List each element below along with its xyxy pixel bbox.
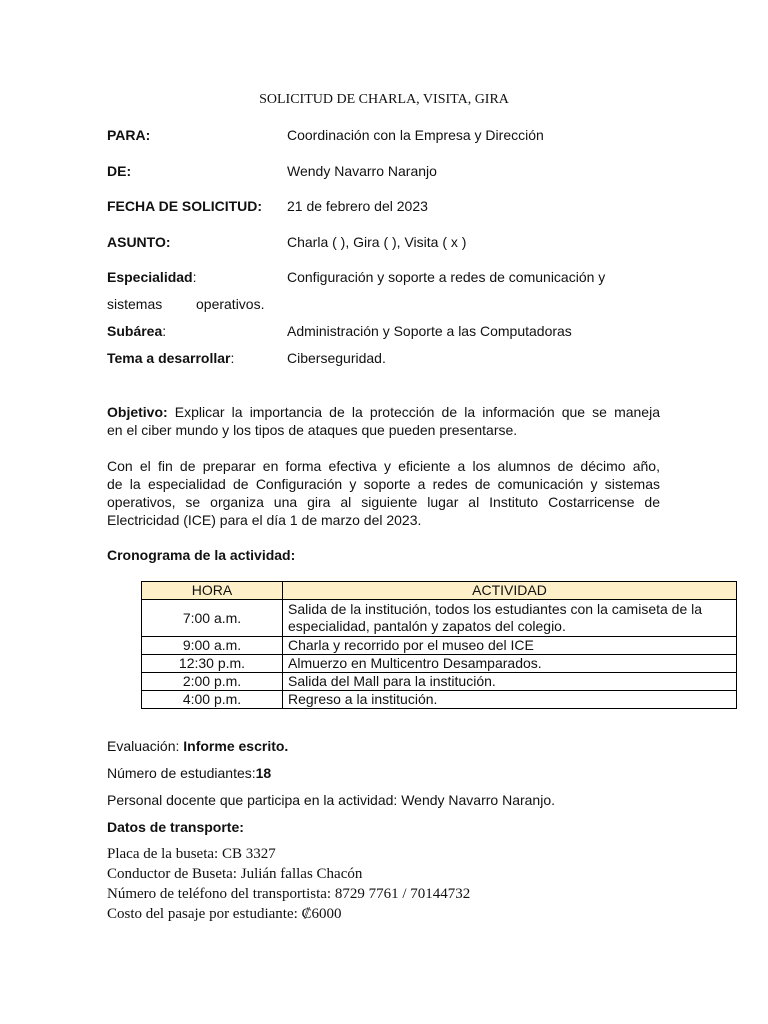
transporte-line-telefono: Número de teléfono del transportista: 8729 7761 / 70144732 [107, 886, 471, 902]
estudiantes-line [107, 765, 271, 781]
tema-colon: : [230, 350, 235, 366]
transporte-line-costo: Costo del pasaje por estudiante: ₡6000 [107, 906, 342, 922]
document-title: SOLICITUD DE CHARLA, VISITA, GIRA [259, 92, 509, 107]
objetivo-line2: en el ciber mundo y los tipos de ataques que pueden presentarse. [107, 422, 518, 438]
de-value: Wendy Navarro Naranjo [287, 163, 437, 179]
especialidad-row [107, 269, 196, 285]
objetivo-text-1: Explicar la importancia de la protección de la información que se maneja [174, 404, 660, 420]
cell-actividad: Charla y recorrido por el museo del ICE [283, 637, 737, 655]
table-header-row [142, 582, 737, 600]
cell-hora: 7:00 a.m. [142, 600, 283, 637]
especialidad-value-line2a: sistemas [107, 296, 163, 312]
evaluacion-label: Evaluación: [107, 738, 184, 754]
transporte-heading: Datos de transporte: [107, 819, 244, 835]
cronograma-heading: Cronograma de la actividad: [107, 547, 296, 563]
table-row [142, 637, 737, 655]
fecha-value: 21 de febrero del 2023 [287, 198, 428, 214]
transporte-line-conductor: Conductor de Buseta: Julián fallas Chacón [107, 866, 363, 882]
header-hora: HORA [142, 582, 283, 600]
cell-hora: 4:00 p.m. [142, 691, 283, 709]
table-row [142, 673, 737, 691]
paragraph-line4: Electricidad (ICE) para el día 1 de marzo del 2023. [107, 512, 422, 528]
para-label: PARA: [107, 127, 151, 143]
asunto-label: ASUNTO: [107, 234, 171, 250]
subarea-row [107, 323, 166, 339]
cell-actividad: Regreso a la institución. [283, 691, 737, 709]
fecha-label: FECHA DE SOLICITUD: [107, 198, 263, 214]
evaluacion-value: Informe escrito. [183, 738, 289, 754]
asunto-value: Charla ( ), Gira ( ), Visita ( x ) [287, 234, 467, 250]
estudiantes-label: Número de estudiantes: [107, 765, 256, 781]
cell-hora: 12:30 p.m. [142, 655, 283, 673]
especialidad-value-line2b: operativos. [196, 296, 265, 312]
table-row [142, 655, 737, 673]
subarea-colon: : [162, 323, 167, 339]
cronograma-table [141, 581, 737, 709]
paragraph-line2: de la especialidad de Configuración y soporte a redes de comunicación y sistemas [107, 476, 660, 492]
cell-hora: 2:00 p.m. [142, 673, 283, 691]
cell-actividad: Salida del Mall para la institución. [283, 673, 737, 691]
header-actividad: ACTIVIDAD [283, 582, 737, 600]
subarea-value: Administración y Soporte a las Computadoras [287, 323, 572, 339]
cell-actividad: Salida de la institución, todos los estudiantes con la camiseta de la especialidad, pantalón y zapatos del colegio. [283, 600, 737, 637]
para-value: Coordinación con la Empresa y Dirección [287, 127, 544, 143]
estudiantes-value: 18 [255, 765, 272, 781]
tema-row [107, 350, 234, 366]
subarea-label: Subárea [107, 323, 163, 339]
evaluacion-line [107, 738, 288, 754]
paragraph-line1: Con el fin de preparar en forma efectiva y eficiente a los alumnos de décimo año, [107, 458, 660, 474]
tema-label: Tema a desarrollar [107, 350, 231, 366]
objetivo-label: Objetivo: [107, 404, 168, 420]
cell-hora: 9:00 a.m. [142, 637, 283, 655]
objetivo-line1 [107, 403, 660, 421]
cell-actividad: Almuerzo en Multicentro Desamparados. [283, 655, 737, 673]
especialidad-value-line1: Configuración y soporte a redes de comunicación y [287, 269, 606, 285]
especialidad-label: Especialidad [107, 269, 193, 285]
table-row [142, 691, 737, 709]
tema-value: Ciberseguridad. [287, 350, 386, 366]
de-label: DE: [107, 163, 132, 179]
transporte-line-placa: Placa de la buseta: CB 3327 [107, 846, 276, 862]
personal-line: Personal docente que participa en la actividad: Wendy Navarro Naranjo. [107, 792, 555, 808]
paragraph-line3: operativos, se organiza una gira al siguiente lugar al Instituto Costarricense de [107, 494, 660, 510]
table-row [142, 600, 737, 637]
especialidad-colon: : [192, 269, 197, 285]
